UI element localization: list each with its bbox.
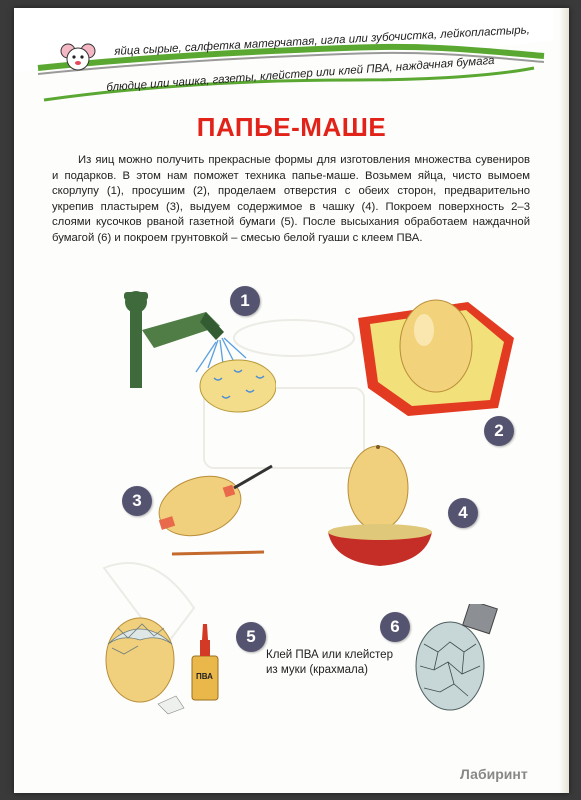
glue-caption: Клей ПВА или клейстер из муки (крахмала) (266, 649, 393, 676)
step6-sanded-egg-illustration (410, 604, 510, 714)
materials-line-2: блюдце или чашка, газеты, клейстер или клей ПВА, наждачная бумага (106, 54, 495, 94)
step5-paper-covered-egg-illustration (98, 604, 238, 724)
materials-line-1: яйца сырые, салфетка матерчатая, игла или зубочистка, лейкопластырь, (114, 24, 531, 58)
mouse-mascot-icon (60, 42, 96, 72)
step-number-3: 3 (122, 486, 152, 516)
step-number-4: 4 (448, 498, 478, 528)
page-title: ПАПЬЕ-МАШЕ (196, 112, 387, 142)
step-number-6: 6 (380, 612, 410, 642)
labirint-watermark-logo: Лабиринт (460, 766, 528, 782)
step-number-1: 1 (230, 286, 260, 316)
intro-paragraph: Из яиц можно получить прекрасные формы для изготовления множества сувениров и подарков. В этом нам поможет техника папье-маше. Возьмем яйца, чисто вымоем скорлупу (1), просушим (2), проделаем отверстия с обеих сторон, предварительно укрепив пластырем (3), выдуем содержимое в чашку (4). Покроем поверхность 2–3 слоями кусочков рваной газетной бумаги (5). После высыхания обработаем наждачной бумагой (6) и покроем грунтовкой – смесью белой гуаши с клеем ПВА. (52, 154, 530, 244)
step-number-2: 2 (484, 416, 514, 446)
step3-egg-piercing-illustration (154, 458, 284, 568)
step-number-5: 5 (236, 622, 266, 652)
glue-bottle-label: ПВА (196, 672, 213, 681)
page (14, 8, 569, 793)
step2-egg-on-napkin-illustration (348, 278, 518, 418)
step4-egg-over-bowl-illustration (320, 438, 440, 573)
